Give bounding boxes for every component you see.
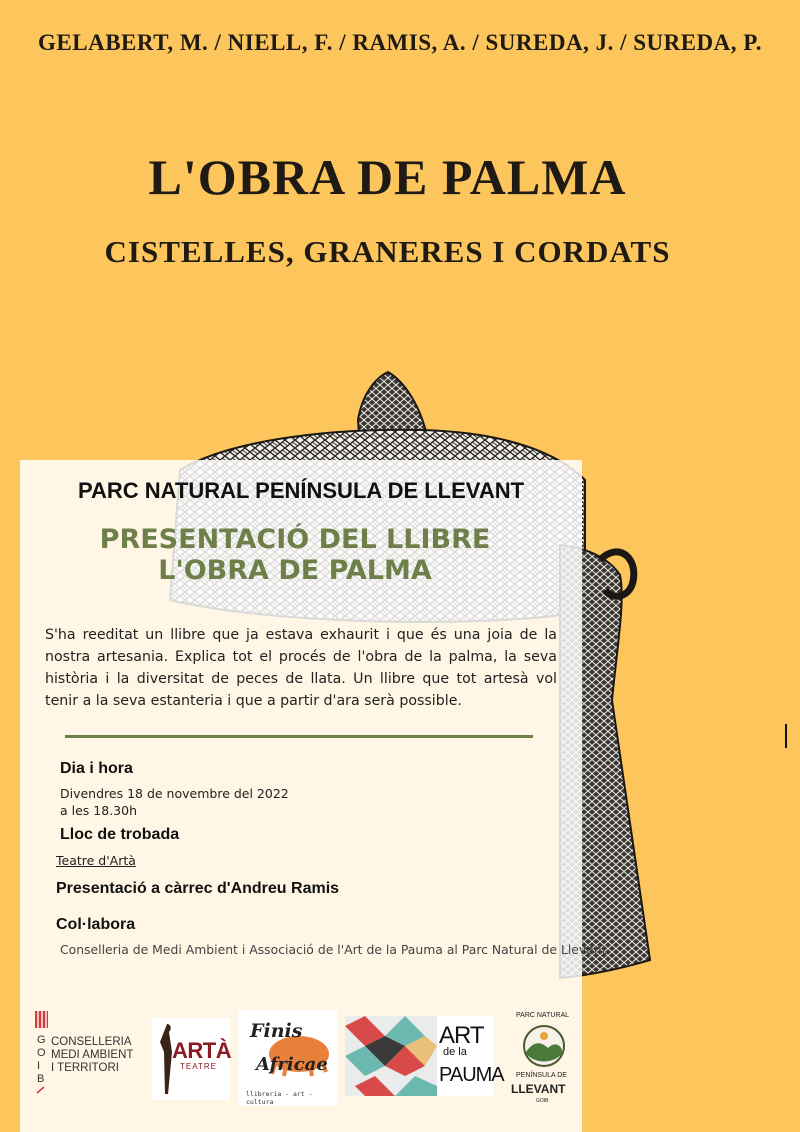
- parc-small-text: GOIB: [536, 1098, 549, 1104]
- collab-heading: Col·labora: [56, 916, 136, 933]
- arta-sub: TEATRE: [180, 1062, 217, 1071]
- goib-slash-icon: [36, 1086, 46, 1094]
- place-heading: Lloc de trobada: [60, 826, 180, 843]
- place-link[interactable]: Teatre d'Artà: [56, 853, 136, 868]
- parc-natural-logo: [508, 1010, 580, 1106]
- goib-letter-o: O: [37, 1047, 46, 1059]
- finis-africae-logo: [238, 1010, 338, 1106]
- park-name: PARC NATURAL PENÍNSULA DE LLEVANT: [77, 478, 525, 503]
- goib-logo: [34, 1010, 134, 1090]
- finis-tagline: llibreria - art - cultura: [246, 1090, 313, 1106]
- parc-emblem-icon: [522, 1024, 566, 1068]
- art-line1: ART: [439, 1022, 484, 1049]
- arta-name: ARTÀ: [172, 1038, 232, 1063]
- book-subtitle: CISTELLES, GRANERES I CORDATS: [104, 234, 671, 269]
- art-line2: de la: [443, 1046, 467, 1058]
- divider: [65, 735, 533, 738]
- goib-line3: I TERRITORI: [51, 1062, 119, 1074]
- art-line3: PAUMA: [439, 1064, 504, 1086]
- goib-line1: CONSELLERIA: [51, 1036, 132, 1048]
- text-cursor: [785, 724, 787, 748]
- book-title: L'OBRA DE PALMA: [148, 149, 627, 205]
- presentation-title-line2: L'OBRA DE PALMA: [158, 555, 432, 586]
- book-authors: GELABERT, M. / NIELL, F. / RAMIS, A. / SUREDA, J. / SUREDA, P.: [38, 30, 762, 55]
- presentation-title-line1: PRESENTACIÓ DEL LLIBRE: [99, 524, 491, 555]
- presentation-title: [30, 524, 560, 586]
- parc-line2: LLEVANT: [511, 1082, 566, 1096]
- finis-line1: Finis: [250, 1020, 303, 1042]
- goib-crest-icon: [34, 1010, 50, 1030]
- goib-letter-g: G: [37, 1034, 46, 1046]
- goib-line2: MEDI AMBIENT: [51, 1049, 134, 1061]
- arta-logo: [152, 1018, 230, 1100]
- goib-letter-b: B: [37, 1073, 45, 1085]
- finis-line2: Africae: [256, 1054, 328, 1075]
- parc-top-text: PARC NATURAL: [516, 1012, 570, 1019]
- parc-line1: PENÍNSULA DE: [516, 1072, 567, 1079]
- time-value: a les 18.30h: [60, 803, 137, 818]
- goib-letter-i: I: [37, 1060, 41, 1072]
- date-heading: Dia i hora: [60, 760, 133, 777]
- book-description: S'ha reeditat un llibre que ja estava exhaurit i que és una joia de la nostra artesania. Explica tot el procés de l'obra de la palma, la seva història i la diversitat de peces de llata. Un llibre que tot artesà vol tenir a la seva estanteria i que a partir d'ara serà possible.: [45, 627, 557, 709]
- pauma-weave-icon: [345, 1016, 437, 1096]
- date-value: Divendres 18 de novembre del 2022: [60, 786, 289, 801]
- presenter-text: Presentació a càrrec d'Andreu Ramis: [56, 880, 340, 897]
- collab-value: Conselleria de Medi Ambient i Associació de l'Art de la Pauma al Parc Natural de Llevant: [60, 942, 607, 957]
- art-de-la-pauma-logo: [345, 1016, 504, 1096]
